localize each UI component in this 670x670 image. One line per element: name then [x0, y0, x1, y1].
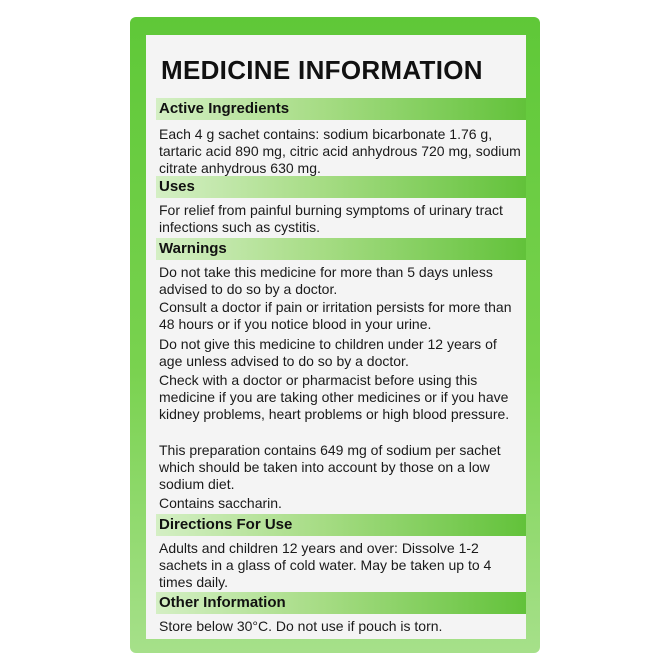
section-text: Consult a doctor if pain or irritation persists for more than 48 hours or if you notice blood in your urine.: [159, 299, 512, 332]
section-heading: Uses: [159, 178, 195, 195]
section-text: For relief from painful burning symptoms of urinary tract infections such as cystitis.: [159, 202, 503, 235]
section-text: Store below 30°C. Do not use if pouch is torn.: [159, 618, 443, 634]
section-heading: Warnings: [159, 240, 227, 257]
section-text: Contains saccharin.: [159, 495, 282, 511]
section-header-other-information: [156, 592, 526, 614]
section-text: Do not give this medicine to children under 12 years of age unless advised to do so by a doctor.: [159, 336, 497, 369]
section-heading: Directions For Use: [159, 516, 293, 533]
section-header-active-ingredients: [156, 98, 526, 120]
section-text: This preparation contains 649 mg of sodium per sachet which should be taken into account by those on a low sodium diet.: [159, 442, 501, 492]
section-header-uses: [156, 176, 526, 198]
section-text: Do not take this medicine for more than 5 days unless advised to do so by a doctor.: [159, 264, 493, 297]
page-title: MEDICINE INFORMATION: [161, 55, 483, 85]
section-text: Each 4 g sachet contains: sodium bicarbonate 1.76 g, tartaric acid 890 mg, citric acid anhydrous 720 mg, sodium citrate anhydrous 630 mg.: [159, 126, 521, 176]
info-panel: [146, 35, 526, 639]
section-heading: Active Ingredients: [159, 100, 290, 117]
section-text: Adults and children 12 years and over: Dissolve 1-2 sachets in a glass of cold water. May be taken up to 4 times daily.: [159, 540, 492, 590]
section-heading: Other Information: [159, 594, 286, 611]
info-card: [130, 17, 540, 653]
section-header-directions: [156, 514, 526, 536]
section-header-warnings: [156, 238, 526, 260]
section-text: Check with a doctor or pharmacist before using this medicine if you are taking other medicines or if you have kidney problems, heart problems or high blood pressure.: [159, 372, 510, 422]
